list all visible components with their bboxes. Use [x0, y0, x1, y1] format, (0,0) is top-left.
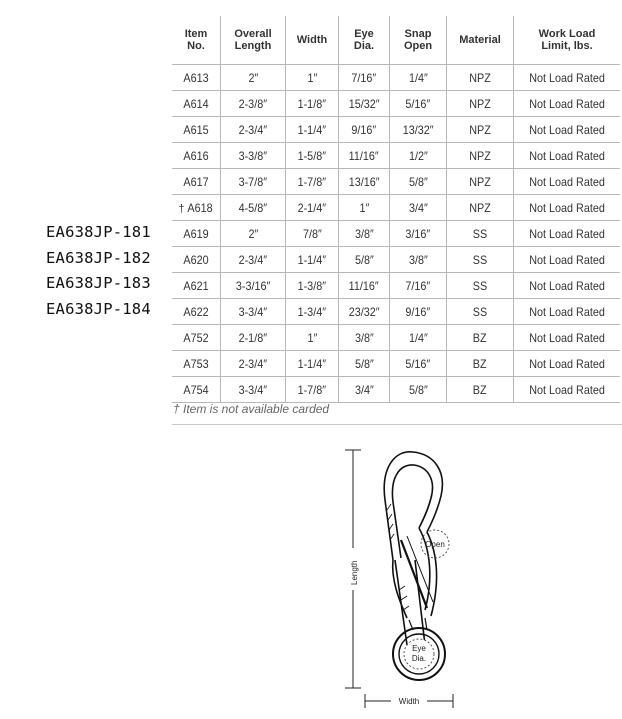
cell-value: 5/16″	[405, 96, 431, 111]
cell-value: 9/16″	[351, 122, 377, 137]
cell-limit	[514, 65, 621, 91]
cell-item	[172, 221, 221, 247]
cell-value: 3/8″	[354, 330, 374, 345]
table-row	[172, 221, 620, 247]
cell-value: 1″	[307, 70, 317, 85]
cell-value: Not Load Rated	[529, 70, 605, 85]
cell-value: 2-3/4″	[238, 356, 268, 371]
cell-eye	[339, 299, 390, 325]
cell-value: Not Load Rated	[529, 200, 605, 215]
cell-material	[447, 351, 514, 377]
cell-value: 1-1/4″	[297, 122, 327, 137]
cell-value: SS	[472, 252, 488, 267]
cell-value: 15/32″	[348, 96, 380, 111]
cell-snap	[390, 273, 447, 299]
cell-value: 23/32″	[348, 304, 380, 319]
cell-value: NPZ	[469, 148, 491, 163]
cell-value: 2-3/8″	[238, 96, 268, 111]
column-header	[286, 16, 339, 65]
length-label: Length	[350, 560, 359, 585]
column-header-line: Overall	[234, 28, 272, 40]
cell-material	[447, 65, 514, 91]
cell-snap	[390, 325, 447, 351]
cell-eye	[339, 169, 390, 195]
cell-value: Not Load Rated	[529, 148, 605, 163]
cell-value: Not Load Rated	[529, 304, 605, 319]
column-header	[514, 16, 621, 65]
cell-item	[172, 351, 221, 377]
cell-value: A616	[183, 148, 209, 163]
cell-snap	[390, 247, 447, 273]
cell-eye	[339, 325, 390, 351]
cell-width	[286, 273, 339, 299]
cell-value: 1-1/4″	[297, 356, 327, 371]
cell-length	[221, 117, 286, 143]
cell-value: 1/4″	[408, 330, 428, 345]
cell-eye	[339, 65, 390, 91]
cell-item	[172, 195, 221, 221]
cell-value: 2″	[248, 70, 258, 85]
cell-value: 1″	[307, 330, 317, 345]
cell-value: Not Load Rated	[529, 330, 605, 345]
table-row	[172, 169, 620, 195]
side-label: EA638JP-181	[46, 223, 151, 241]
cell-value: A752	[183, 330, 209, 345]
cell-length	[221, 247, 286, 273]
cell-width	[286, 377, 339, 403]
cell-limit	[514, 299, 621, 325]
cell-eye	[339, 377, 390, 403]
cell-material	[447, 221, 514, 247]
cell-value: 5/8″	[408, 382, 428, 397]
table-row	[172, 351, 620, 377]
cell-value: Not Load Rated	[529, 96, 605, 111]
cell-value: 1-7/8″	[297, 174, 327, 189]
cell-limit	[514, 221, 621, 247]
cell-value: NPZ	[469, 96, 491, 111]
cell-material	[447, 377, 514, 403]
cell-length	[221, 169, 286, 195]
cell-width	[286, 91, 339, 117]
cell-value: 11/16″	[348, 148, 380, 163]
cell-value: Not Load Rated	[529, 122, 605, 137]
cell-limit	[514, 143, 621, 169]
cell-snap	[390, 143, 447, 169]
cell-value: 3/4″	[408, 200, 428, 215]
snap-hook-drawing	[335, 440, 475, 715]
cell-width	[286, 195, 339, 221]
cell-value: A613	[183, 70, 209, 85]
cell-value: 1-1/8″	[297, 96, 327, 111]
cell-material	[447, 325, 514, 351]
cell-value: Not Load Rated	[529, 252, 605, 267]
table-header-row	[172, 16, 620, 65]
cell-value: Not Load Rated	[529, 278, 605, 293]
cell-eye	[339, 143, 390, 169]
cell-value: 7/16″	[405, 278, 431, 293]
table-row	[172, 195, 620, 221]
cell-snap	[390, 377, 447, 403]
cell-width	[286, 247, 339, 273]
table-body	[172, 65, 620, 403]
cell-value: 11/16″	[348, 278, 380, 293]
cell-eye	[339, 247, 390, 273]
open-label: Open	[425, 540, 445, 549]
cell-material	[447, 299, 514, 325]
cell-length	[221, 377, 286, 403]
cell-value: 1″	[359, 200, 369, 215]
cell-value: 5/8″	[354, 356, 374, 371]
cell-value: 1-1/4″	[297, 252, 327, 267]
cell-snap	[390, 351, 447, 377]
cell-item	[172, 377, 221, 403]
cell-length	[221, 351, 286, 377]
table-row	[172, 65, 620, 91]
cell-limit	[514, 325, 621, 351]
cell-width	[286, 325, 339, 351]
cell-value: NPZ	[469, 174, 491, 189]
cell-value: 3/8″	[354, 226, 374, 241]
cell-value: Not Load Rated	[529, 382, 605, 397]
table-row	[172, 143, 620, 169]
cell-limit	[514, 273, 621, 299]
cell-value: 2-3/4″	[238, 252, 268, 267]
cell-value: 7/16″	[351, 70, 377, 85]
cell-value: A617	[183, 174, 209, 189]
cell-snap	[390, 91, 447, 117]
cell-material	[447, 117, 514, 143]
cell-item	[172, 143, 221, 169]
cell-material	[447, 273, 514, 299]
cell-value: A753	[183, 356, 209, 371]
side-label: EA638JP-183	[46, 274, 151, 293]
column-header-line: Limit, lbs.	[541, 40, 593, 52]
dagger-mark: †	[178, 202, 185, 215]
cell-eye	[339, 117, 390, 143]
cell-material	[447, 169, 514, 195]
cell-eye	[339, 221, 390, 247]
cell-value: 1-3/8″	[297, 278, 327, 293]
cell-limit	[514, 377, 621, 403]
column-header-line: Material	[459, 34, 501, 46]
column-header	[172, 16, 221, 65]
length-dimension	[345, 450, 361, 688]
cell-length	[221, 65, 286, 91]
cell-width	[286, 299, 339, 325]
cell-value: A619	[183, 226, 209, 241]
cell-value: A614	[183, 96, 209, 111]
snap-hook-diagram	[335, 440, 475, 715]
cell-value: 2-1/4″	[297, 200, 327, 215]
side-label: EA638JP-182	[46, 248, 151, 267]
cell-snap	[390, 169, 447, 195]
cell-length	[221, 273, 286, 299]
cell-value: BZ	[473, 330, 487, 345]
cell-width	[286, 65, 339, 91]
column-header-line: Snap	[404, 28, 432, 40]
cell-material	[447, 91, 514, 117]
cell-value: 3/8″	[408, 252, 428, 267]
cell-snap	[390, 299, 447, 325]
cell-value: NPZ	[469, 200, 491, 215]
cell-value: 4-5/8″	[238, 200, 268, 215]
cell-value: A618	[186, 200, 213, 215]
width-label: Width	[398, 697, 420, 706]
cell-value: 3-3/16″	[235, 278, 271, 293]
cell-limit	[514, 247, 621, 273]
side-label: EA638JP-184	[46, 299, 151, 318]
cell-value: 13/32″	[402, 122, 434, 137]
cell-length	[221, 299, 286, 325]
cell-limit	[514, 351, 621, 377]
cell-value: 2″	[248, 226, 258, 241]
cell-width	[286, 143, 339, 169]
cell-item	[172, 117, 221, 143]
column-header-line: Item	[184, 28, 208, 40]
cell-eye	[339, 273, 390, 299]
cell-value: 2-1/8″	[238, 330, 268, 345]
cell-value: A754	[183, 382, 209, 397]
cell-eye	[339, 91, 390, 117]
cell-value: 2-3/4″	[238, 122, 268, 137]
eye-diameter-indicator	[404, 639, 434, 669]
cell-limit	[514, 117, 621, 143]
column-header-line: Eye	[354, 28, 374, 40]
footnote-divider	[172, 424, 622, 425]
footnote: † Item is not available carded	[173, 402, 330, 416]
cell-limit	[514, 91, 621, 117]
column-header-line: No.	[187, 40, 205, 52]
cell-width	[286, 117, 339, 143]
cell-material	[447, 247, 514, 273]
cell-value: Not Load Rated	[529, 174, 605, 189]
cell-item	[172, 169, 221, 195]
cell-value: 3-3/4″	[238, 382, 268, 397]
cell-value: A620	[183, 252, 209, 267]
table-row	[172, 117, 620, 143]
cell-width	[286, 351, 339, 377]
cell-item	[172, 273, 221, 299]
side-label-list	[46, 220, 151, 322]
cell-snap	[390, 65, 447, 91]
column-header-line: Dia.	[353, 40, 375, 52]
cell-value: A615	[183, 122, 209, 137]
cell-item	[172, 65, 221, 91]
cell-value: A622	[183, 304, 209, 319]
table-row	[172, 377, 620, 403]
cell-value: 3/16″	[405, 226, 431, 241]
cell-snap	[390, 221, 447, 247]
cell-snap	[390, 195, 447, 221]
column-header-line: Work Load	[538, 28, 596, 40]
cell-value: 1/2″	[408, 148, 428, 163]
cell-value: Not Load Rated	[529, 356, 605, 371]
cell-item	[172, 325, 221, 351]
table-row	[172, 273, 620, 299]
cell-value: A621	[183, 278, 209, 293]
column-header-line: Open	[403, 40, 433, 52]
cell-eye	[339, 351, 390, 377]
cell-item	[172, 91, 221, 117]
cell-value: SS	[472, 278, 488, 293]
cell-value: NPZ	[469, 122, 491, 137]
cell-value: NPZ	[469, 70, 491, 85]
cell-value: BZ	[473, 382, 487, 397]
cell-value: 7/8″	[302, 226, 322, 241]
cell-value: 1-5/8″	[297, 148, 327, 163]
eye-dia-label: Dia.	[411, 654, 427, 663]
cell-width	[286, 169, 339, 195]
cell-material	[447, 143, 514, 169]
cell-value: BZ	[473, 356, 487, 371]
cell-item	[172, 299, 221, 325]
cell-eye	[339, 195, 390, 221]
cell-length	[221, 195, 286, 221]
column-header	[390, 16, 447, 65]
column-header	[447, 16, 514, 65]
spec-table	[172, 16, 620, 403]
column-header-line: Length	[234, 40, 272, 52]
cell-item	[172, 247, 221, 273]
cell-length	[221, 143, 286, 169]
cell-limit	[514, 195, 621, 221]
cell-value: SS	[472, 226, 488, 241]
cell-length	[221, 91, 286, 117]
cell-value: 1/4″	[408, 70, 428, 85]
cell-length	[221, 221, 286, 247]
cell-value: 5/16″	[405, 356, 431, 371]
cell-value: 9/16″	[405, 304, 431, 319]
cell-limit	[514, 169, 621, 195]
column-header-line: Width	[296, 34, 328, 46]
column-header	[221, 16, 286, 65]
cell-value: 3-7/8″	[238, 174, 268, 189]
cell-material	[447, 195, 514, 221]
table-row	[172, 325, 620, 351]
cell-value: 3-3/4″	[238, 304, 268, 319]
table-row	[172, 247, 620, 273]
column-header	[339, 16, 390, 65]
cell-width	[286, 221, 339, 247]
cell-value: 1-7/8″	[297, 382, 327, 397]
cell-value: Not Load Rated	[529, 226, 605, 241]
cell-value: 5/8″	[354, 252, 374, 267]
cell-snap	[390, 117, 447, 143]
width-dimension	[365, 694, 453, 708]
cell-length	[221, 325, 286, 351]
cell-value: 1-3/4″	[297, 304, 327, 319]
cell-value: 5/8″	[408, 174, 428, 189]
table-row	[172, 299, 620, 325]
cell-value: 3/4″	[354, 382, 374, 397]
cell-value: 3-3/8″	[238, 148, 268, 163]
table-row	[172, 91, 620, 117]
eye-label: Eye	[412, 644, 426, 653]
cell-value: 13/16″	[348, 174, 380, 189]
cell-value: SS	[472, 304, 488, 319]
